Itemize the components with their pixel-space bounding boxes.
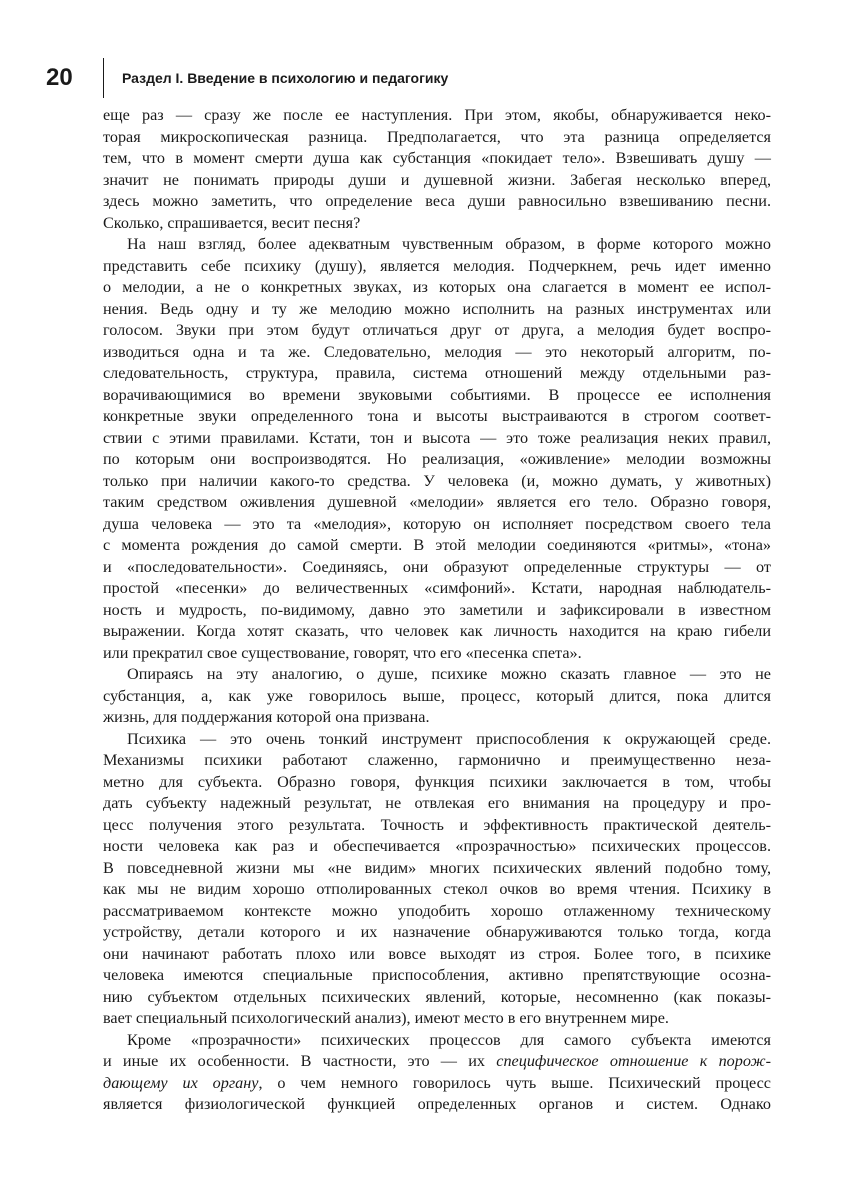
text-line: человека имеются специальные приспособления, активно препятствующие осозна-	[103, 966, 771, 984]
text-line: цесс получения этого результата. Точность и эффективность практической деятель-	[103, 815, 771, 834]
text-line: следовательность, структура, правила, система отношений между отдельными раз-	[103, 364, 771, 382]
text-line: только при наличии какого-то средства. У человека (и, можно думать, у животных)	[103, 471, 771, 490]
section-title: Раздел I. Введение в психологию и педагогику	[122, 70, 449, 86]
text-line: Опираясь на эту аналогию, о душе, психике можно сказать главное — это не	[127, 665, 771, 683]
text-line: душа человека — это та «мелодия», которую он исполняет посредством своего тела	[103, 514, 771, 533]
text-line: они начинают работать плохо или вовсе выходят из строя. Более того, в психике	[103, 944, 771, 963]
text-line: Механизмы психики работают слаженно, гармонично и преимущественно неза-	[103, 751, 771, 769]
text-line: простой «песенки» до величественных «симфоний». Кстати, народная наблюдатель-	[103, 579, 771, 597]
paragraph	[103, 105, 771, 234]
text-line: таким средством оживления душевной «мелодии» является его тело. Образно говоря,	[103, 493, 771, 511]
text-run: и иные их особенности. В частности, это — их	[103, 1052, 497, 1070]
text-line: вает специальный психологический анализ), имеют место в его внутреннем мире.	[103, 1009, 669, 1027]
text-line: представить себе психику (душу), является мелодия. Подчеркнем, речь идет именно	[103, 256, 771, 275]
paragraph	[103, 664, 771, 729]
text-line: как мы не видим хорошо отполированных стекол очков во время чтения. Психику в	[103, 880, 771, 898]
text-line: устройству, детали которого и их назначение обнаруживаются только тогда, когда	[103, 923, 771, 941]
text-line: В повседневной жизни мы «не видим» многих психических явлений подобно тому,	[103, 858, 771, 877]
page-header	[0, 0, 849, 100]
text-line: Психика — это очень тонкий инструмент приспособления к окружающей среде.	[127, 729, 771, 748]
text-line: здесь можно заметить, что определение веса души равносильно взвешиванию песни.	[103, 192, 771, 210]
text-line: нию субъектом отдельных психических явлений, которые, несомненно (как показы-	[103, 987, 771, 1006]
text-line: о мелодии, а не о конкретных звуках, из которых она слагается в момент ее испол-	[103, 278, 771, 296]
text-line: голосом. Звуки при этом будут отличаться друг от друга, а мелодия будет воспро-	[103, 321, 771, 339]
text-line: торая микроскопическая разница. Предполагается, что эта разница определяется	[103, 127, 771, 146]
text-line: рассматриваемом контексте можно уподобить хорошо отлаженному техническому	[103, 901, 771, 920]
text-line: субстанция, а, как уже говорилось выше, процесс, который длится, пока длится	[103, 686, 771, 705]
text-line: метно для субъекта. Образно говоря, функция психики заключается в том, чтобы	[103, 772, 771, 791]
text-line	[103, 1073, 771, 1095]
text-line: На наш взгляд, более адекватным чувственным образом, в форме которого можно	[127, 235, 771, 253]
text-line: еще раз — сразу же после ее наступления. При этом, якобы, обнаруживается неко-	[103, 106, 771, 124]
text-line: или прекратил свое существование, говорят, что его «песенка спета».	[103, 643, 582, 662]
italic-phrase: специфическое отношение к порож-	[496, 1052, 772, 1070]
italic-phrase: дающему их органу	[103, 1073, 259, 1092]
text-line: по которым они воспроизводятся. Но реализация, «оживление» мелодии возможны	[103, 450, 771, 468]
text-line: нения. Ведь одну и ту же мелодию можно исполнить на разных инструментах или	[103, 299, 771, 318]
text-line: с момента рождения до самой смерти. В этой мелодии соединяются «ритмы», «тона»	[103, 536, 771, 554]
text-line: жизнь, для поддержания которой она призвана.	[103, 708, 430, 726]
text-line: ность и мудрость, по-видимому, давно это заметили и зафиксировали в известном	[103, 600, 771, 619]
paragraph	[103, 729, 771, 1030]
text-line: ствии с этими правилами. Кстати, тон и высота — это тоже реализация неких правил,	[103, 428, 771, 447]
text-line: является физиологической функцией определенных органов и систем. Однако	[103, 1095, 771, 1113]
text-line: конкретные звуки определенного тона и высоты выстраиваются в строгом соответ-	[103, 407, 771, 425]
text-line: Кроме «прозрачности» психических процессов для самого субъекта имеются	[127, 1030, 771, 1049]
text-line: дать субъекту надежный результат, не отвлекая его внимания на процедуру и про-	[103, 794, 771, 812]
text-line	[103, 1051, 771, 1073]
paragraph	[103, 1030, 771, 1116]
text-run: , о чем немного говорилось чуть выше. Психический процесс	[258, 1073, 771, 1092]
paragraph	[103, 234, 771, 664]
page-number: 20	[46, 64, 73, 91]
text-line: ности человека как раз и обеспечивается «прозрачностью» психических процессов.	[103, 837, 771, 855]
text-line: и «последовательности». Соединяясь, они образуют определенные структуры — от	[103, 557, 771, 576]
text-line: ворачивающимися во времени звуковыми событиями. В процессе ее исполнения	[103, 385, 771, 404]
text-line: выражении. Когда хотят сказать, что человек как личность находится на краю гибели	[103, 622, 771, 640]
text-line: значит не понимать природы души и душевной жизни. Забегая несколько вперед,	[103, 170, 771, 189]
header-divider	[103, 58, 104, 98]
text-line: Сколько, спрашивается, весит песня?	[103, 213, 361, 232]
body-text	[103, 105, 771, 1116]
text-line: изводиться одна и та же. Следовательно, мелодия — это некоторый алгоритм, по-	[103, 342, 771, 361]
text-line: тем, что в момент смерти душа как субстанция «покидает тело». Взвешивать душу —	[103, 149, 771, 167]
